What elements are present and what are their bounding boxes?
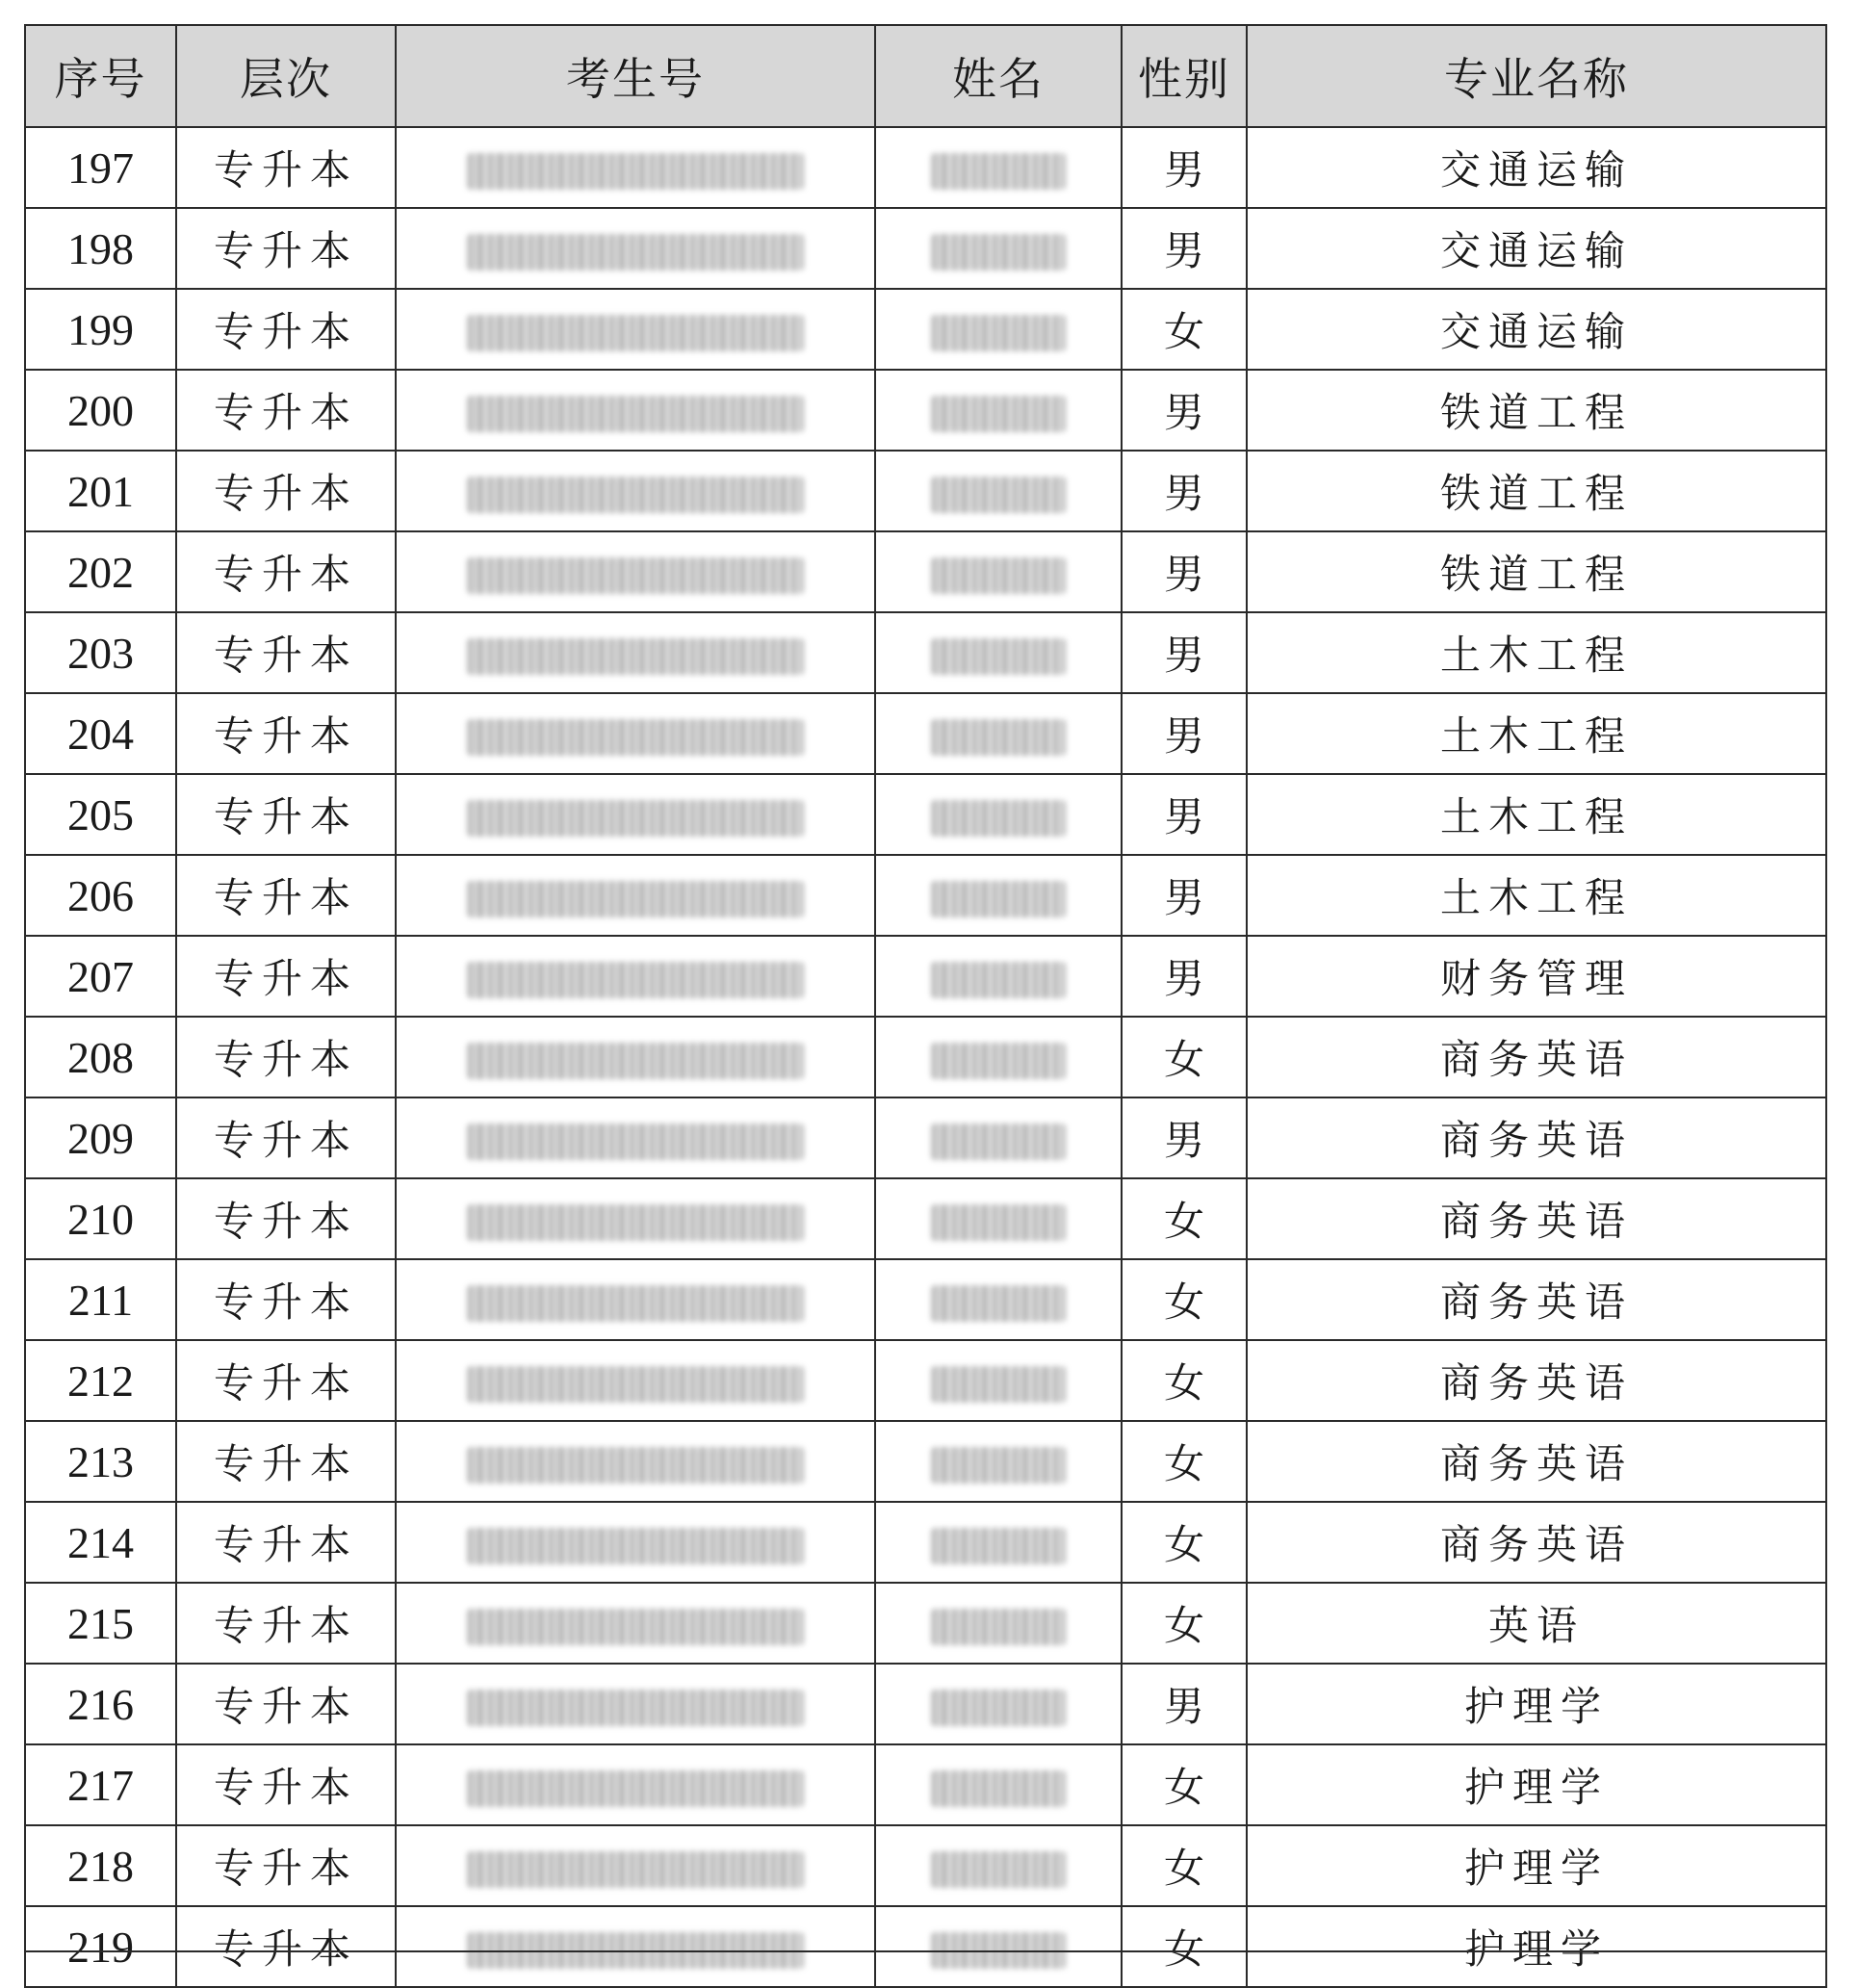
cell-exam-id [396, 127, 875, 208]
cell-gender: 男 [1122, 855, 1247, 936]
cell-level: 专升本 [176, 531, 396, 612]
table-row [25, 451, 1826, 531]
table-row [25, 936, 1826, 1017]
cell-level: 专升本 [176, 1178, 396, 1259]
cell-seq: 197 [25, 127, 176, 208]
cell-seq: 212 [25, 1340, 176, 1421]
cell-gender: 女 [1122, 1340, 1247, 1421]
redacted-name [931, 719, 1066, 756]
cell-major: 交通运输 [1247, 127, 1826, 208]
cell-seq: 200 [25, 370, 176, 451]
table-row [25, 531, 1826, 612]
redacted-exam-id [467, 477, 804, 513]
cell-exam-id [396, 1744, 875, 1825]
cell-name [875, 1259, 1122, 1340]
cell-major: 护理学 [1247, 1906, 1826, 1987]
cell-gender: 男 [1122, 127, 1247, 208]
cell-seq: 213 [25, 1421, 176, 1502]
redacted-name [931, 1123, 1066, 1160]
cell-exam-id [396, 1178, 875, 1259]
cell-gender: 女 [1122, 1502, 1247, 1583]
header-level: 层次 [176, 25, 396, 127]
table-row [25, 1097, 1826, 1178]
cell-major: 商务英语 [1247, 1259, 1826, 1340]
redacted-name [931, 557, 1066, 594]
cell-exam-id [396, 855, 875, 936]
cell-major: 商务英语 [1247, 1097, 1826, 1178]
cell-major: 商务英语 [1247, 1340, 1826, 1421]
cell-name [875, 1744, 1122, 1825]
redacted-name [931, 1285, 1066, 1322]
cell-major: 铁道工程 [1247, 451, 1826, 531]
cell-gender: 女 [1122, 1259, 1247, 1340]
table-row [25, 1744, 1826, 1825]
cell-seq: 201 [25, 451, 176, 531]
cell-level: 专升本 [176, 1421, 396, 1502]
cell-name [875, 370, 1122, 451]
cell-seq: 216 [25, 1664, 176, 1744]
cell-seq: 219 [25, 1906, 176, 1987]
redacted-name [931, 1528, 1066, 1564]
cell-seq: 206 [25, 855, 176, 936]
redacted-name [931, 1366, 1066, 1403]
cell-exam-id [396, 1421, 875, 1502]
cell-name [875, 127, 1122, 208]
table-row [25, 1664, 1826, 1744]
cell-gender: 女 [1122, 1825, 1247, 1906]
table-row [25, 774, 1826, 855]
cell-gender: 女 [1122, 1017, 1247, 1097]
redacted-name [931, 1043, 1066, 1079]
table-row [25, 1906, 1826, 1987]
cell-gender: 女 [1122, 1421, 1247, 1502]
cell-level: 专升本 [176, 1906, 396, 1987]
cell-name [875, 1502, 1122, 1583]
header-exam-id: 考生号 [396, 25, 875, 127]
cell-major: 商务英语 [1247, 1421, 1826, 1502]
cell-name [875, 1825, 1122, 1906]
cell-level: 专升本 [176, 289, 396, 370]
redacted-name [931, 800, 1066, 837]
cell-exam-id [396, 693, 875, 774]
cell-exam-id [396, 1017, 875, 1097]
cell-level: 专升本 [176, 1502, 396, 1583]
redacted-name [931, 962, 1066, 998]
redacted-name [931, 638, 1066, 675]
cell-gender: 女 [1122, 1744, 1247, 1825]
cell-gender: 男 [1122, 370, 1247, 451]
cell-major: 土木工程 [1247, 612, 1826, 693]
redacted-exam-id [467, 1770, 804, 1807]
cell-gender: 女 [1122, 1178, 1247, 1259]
table-row [25, 1017, 1826, 1097]
header-name: 姓名 [875, 25, 1122, 127]
cell-major: 商务英语 [1247, 1017, 1826, 1097]
table-header [25, 25, 1826, 127]
redacted-name [931, 234, 1066, 271]
redacted-name [931, 881, 1066, 917]
cell-level: 专升本 [176, 693, 396, 774]
table-row [25, 1259, 1826, 1340]
cell-major: 护理学 [1247, 1664, 1826, 1744]
cell-exam-id [396, 531, 875, 612]
cell-seq: 209 [25, 1097, 176, 1178]
cell-level: 专升本 [176, 1259, 396, 1340]
cell-major: 土木工程 [1247, 693, 1826, 774]
cell-level: 专升本 [176, 1097, 396, 1178]
cell-gender: 女 [1122, 1906, 1247, 1987]
table-body [25, 127, 1826, 1987]
cell-major: 护理学 [1247, 1744, 1826, 1825]
cell-level: 专升本 [176, 1744, 396, 1825]
cell-level: 专升本 [176, 855, 396, 936]
cell-gender: 男 [1122, 1097, 1247, 1178]
table-row [25, 855, 1826, 936]
table-row [25, 208, 1826, 289]
cell-gender: 男 [1122, 531, 1247, 612]
cell-exam-id [396, 1502, 875, 1583]
cell-exam-id [396, 1825, 875, 1906]
cell-level: 专升本 [176, 936, 396, 1017]
redacted-exam-id [467, 1043, 804, 1079]
cell-name [875, 1017, 1122, 1097]
admission-roster-table [24, 24, 1827, 1988]
cell-major: 财务管理 [1247, 936, 1826, 1017]
redacted-name [931, 1609, 1066, 1645]
cell-gender: 男 [1122, 693, 1247, 774]
redacted-name [931, 153, 1066, 190]
cell-seq: 215 [25, 1583, 176, 1664]
cell-major: 铁道工程 [1247, 531, 1826, 612]
cell-gender: 男 [1122, 451, 1247, 531]
cell-name [875, 289, 1122, 370]
table-row [25, 693, 1826, 774]
cell-major: 商务英语 [1247, 1502, 1826, 1583]
redacted-name [931, 1447, 1066, 1484]
redacted-exam-id [467, 1851, 804, 1888]
cell-level: 专升本 [176, 370, 396, 451]
redacted-name [931, 1690, 1066, 1726]
cell-gender: 男 [1122, 208, 1247, 289]
cell-major: 土木工程 [1247, 855, 1826, 936]
cell-name [875, 612, 1122, 693]
cell-name [875, 1097, 1122, 1178]
cell-major: 土木工程 [1247, 774, 1826, 855]
redacted-exam-id [467, 1690, 804, 1726]
cell-seq: 217 [25, 1744, 176, 1825]
table-row [25, 612, 1826, 693]
cell-exam-id [396, 451, 875, 531]
cell-major: 护理学 [1247, 1825, 1826, 1906]
header-gender: 性别 [1122, 25, 1247, 127]
cell-name [875, 1583, 1122, 1664]
table-row [25, 1825, 1826, 1906]
cell-exam-id [396, 208, 875, 289]
table-row [25, 370, 1826, 451]
redacted-name [931, 1204, 1066, 1241]
cell-gender: 女 [1122, 289, 1247, 370]
redacted-exam-id [467, 315, 804, 351]
cell-exam-id [396, 1583, 875, 1664]
cell-name [875, 936, 1122, 1017]
cell-exam-id [396, 1340, 875, 1421]
cell-exam-id [396, 1259, 875, 1340]
cell-seq: 214 [25, 1502, 176, 1583]
cell-seq: 218 [25, 1825, 176, 1906]
cell-seq: 199 [25, 289, 176, 370]
redacted-exam-id [467, 800, 804, 837]
redacted-exam-id [467, 396, 804, 432]
redacted-exam-id [467, 881, 804, 917]
table-row [25, 1502, 1826, 1583]
cell-exam-id [396, 936, 875, 1017]
cell-seq: 204 [25, 693, 176, 774]
cell-name [875, 531, 1122, 612]
cell-level: 专升本 [176, 451, 396, 531]
table-row [25, 289, 1826, 370]
cell-level: 专升本 [176, 1583, 396, 1664]
redacted-exam-id [467, 234, 804, 271]
cell-level: 专升本 [176, 208, 396, 289]
cell-major: 铁道工程 [1247, 370, 1826, 451]
cell-seq: 207 [25, 936, 176, 1017]
cell-exam-id [396, 289, 875, 370]
redacted-exam-id [467, 962, 804, 998]
header-seq: 序号 [25, 25, 176, 127]
cell-level: 专升本 [176, 1664, 396, 1744]
cell-seq: 210 [25, 1178, 176, 1259]
cell-level: 专升本 [176, 1340, 396, 1421]
cell-seq: 208 [25, 1017, 176, 1097]
cell-level: 专升本 [176, 774, 396, 855]
table-row [25, 1178, 1826, 1259]
cell-name [875, 208, 1122, 289]
cell-gender: 男 [1122, 612, 1247, 693]
table-row [25, 127, 1826, 208]
cell-name [875, 774, 1122, 855]
header-major: 专业名称 [1247, 25, 1826, 127]
cell-level: 专升本 [176, 127, 396, 208]
cell-name [875, 1421, 1122, 1502]
cell-seq: 198 [25, 208, 176, 289]
redacted-name [931, 315, 1066, 351]
cell-exam-id [396, 1664, 875, 1744]
redacted-exam-id [467, 1366, 804, 1403]
cell-name [875, 1664, 1122, 1744]
header-row [25, 25, 1826, 127]
redacted-name [931, 477, 1066, 513]
redacted-exam-id [467, 1447, 804, 1484]
cell-seq: 211 [25, 1259, 176, 1340]
cell-name [875, 693, 1122, 774]
cell-name [875, 855, 1122, 936]
cell-major: 商务英语 [1247, 1178, 1826, 1259]
redacted-exam-id [467, 1528, 804, 1564]
next-row-edge [24, 1950, 1825, 1967]
cell-seq: 203 [25, 612, 176, 693]
cell-exam-id [396, 612, 875, 693]
cell-gender: 女 [1122, 1583, 1247, 1664]
cell-name [875, 1340, 1122, 1421]
cell-exam-id [396, 774, 875, 855]
redacted-name [931, 396, 1066, 432]
table-row [25, 1340, 1826, 1421]
cell-major: 交通运输 [1247, 208, 1826, 289]
redacted-exam-id [467, 153, 804, 190]
cell-major: 英语 [1247, 1583, 1826, 1664]
cell-level: 专升本 [176, 1825, 396, 1906]
redacted-exam-id [467, 719, 804, 756]
cell-name [875, 451, 1122, 531]
redacted-exam-id [467, 1123, 804, 1160]
redacted-exam-id [467, 638, 804, 675]
redacted-exam-id [467, 1609, 804, 1645]
cell-name [875, 1906, 1122, 1987]
cell-exam-id [396, 1906, 875, 1987]
cell-exam-id [396, 370, 875, 451]
cell-gender: 男 [1122, 774, 1247, 855]
cell-gender: 男 [1122, 936, 1247, 1017]
redacted-exam-id [467, 1204, 804, 1241]
cell-gender: 男 [1122, 1664, 1247, 1744]
cell-level: 专升本 [176, 612, 396, 693]
cell-name [875, 1178, 1122, 1259]
redacted-name [931, 1770, 1066, 1807]
cell-seq: 202 [25, 531, 176, 612]
redacted-exam-id [467, 1285, 804, 1322]
redacted-name [931, 1851, 1066, 1888]
cell-level: 专升本 [176, 1017, 396, 1097]
cell-seq: 205 [25, 774, 176, 855]
redacted-exam-id [467, 557, 804, 594]
table-row [25, 1583, 1826, 1664]
cell-exam-id [396, 1097, 875, 1178]
table-row [25, 1421, 1826, 1502]
cell-major: 交通运输 [1247, 289, 1826, 370]
